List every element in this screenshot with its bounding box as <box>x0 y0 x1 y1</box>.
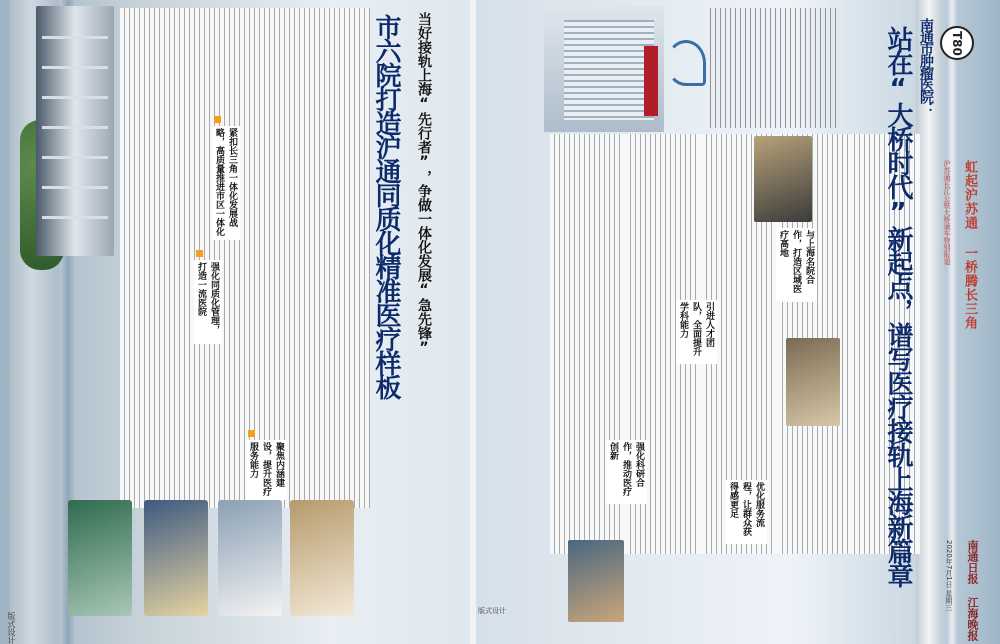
section-heading: 强化科研合作，推动医疗创新 <box>606 440 647 504</box>
newspaper-masthead: 南通日报 江海晚报 <box>966 540 979 641</box>
right-page <box>476 0 1000 644</box>
consultation-photo <box>290 500 354 616</box>
hospital-building-photo <box>36 6 114 256</box>
issue-date: 2020年7月1日 星期三 <box>945 540 953 611</box>
text-column <box>224 8 270 508</box>
text-column <box>324 8 370 508</box>
surgery-photo <box>68 500 132 616</box>
text-column <box>274 8 320 508</box>
section-marker <box>248 430 255 437</box>
hospital-building-photo <box>544 6 664 132</box>
section-heading: 聚焦内涵建设，提升医疗服务能力 <box>246 440 287 500</box>
ceremony-photo <box>754 136 812 222</box>
group-photo <box>786 338 840 426</box>
section-marker <box>214 116 221 123</box>
section-heading: 强化同质化管理，打造一流医院 <box>194 260 222 344</box>
section-heading: 优化服务流程，让群众获得感更足 <box>726 480 767 544</box>
footer-credit: 版式设计 <box>7 612 16 644</box>
page-number-badge: T80 <box>940 26 974 60</box>
hospital-logo-icon <box>666 40 706 86</box>
section-marker <box>196 250 203 257</box>
text-column <box>174 8 220 508</box>
hospital-sign <box>644 46 658 116</box>
page-title: 站在“大桥时代”新起点，谱写医疗接轨上海新篇章 <box>883 26 913 586</box>
clinic-photo <box>218 500 282 616</box>
section-heading: 与上海名院合作，打造区域医疗高地 <box>776 228 817 302</box>
special-report-subtitle: 沪苏通长江公铁大桥通车特别报道 <box>943 160 951 265</box>
page-subtitle: 当好接轨上海“先行者”，争做一体化发展“急先锋” <box>416 12 432 356</box>
special-report-banner: 虹起沪苏通 一桥腾长三角 <box>962 160 977 330</box>
photo-strip <box>68 500 368 620</box>
article-intro <box>710 8 840 128</box>
article-body-left <box>120 8 370 508</box>
section-heading: 引进人才团队，全面提升学科能力 <box>676 300 717 364</box>
left-page <box>0 0 470 644</box>
text-column <box>124 8 170 508</box>
section-heading: 紧扣长三角一体化发展战略，高质量推进市区一体化 <box>212 126 240 240</box>
footer-credit: 版式设计 <box>478 607 506 615</box>
meeting-photo <box>568 540 624 622</box>
page-kicker: 南通市肿瘤医院： <box>918 18 934 114</box>
ward-photo <box>144 500 208 616</box>
page-title: 市六院打造沪通同质化精准医疗样板 <box>371 14 401 398</box>
